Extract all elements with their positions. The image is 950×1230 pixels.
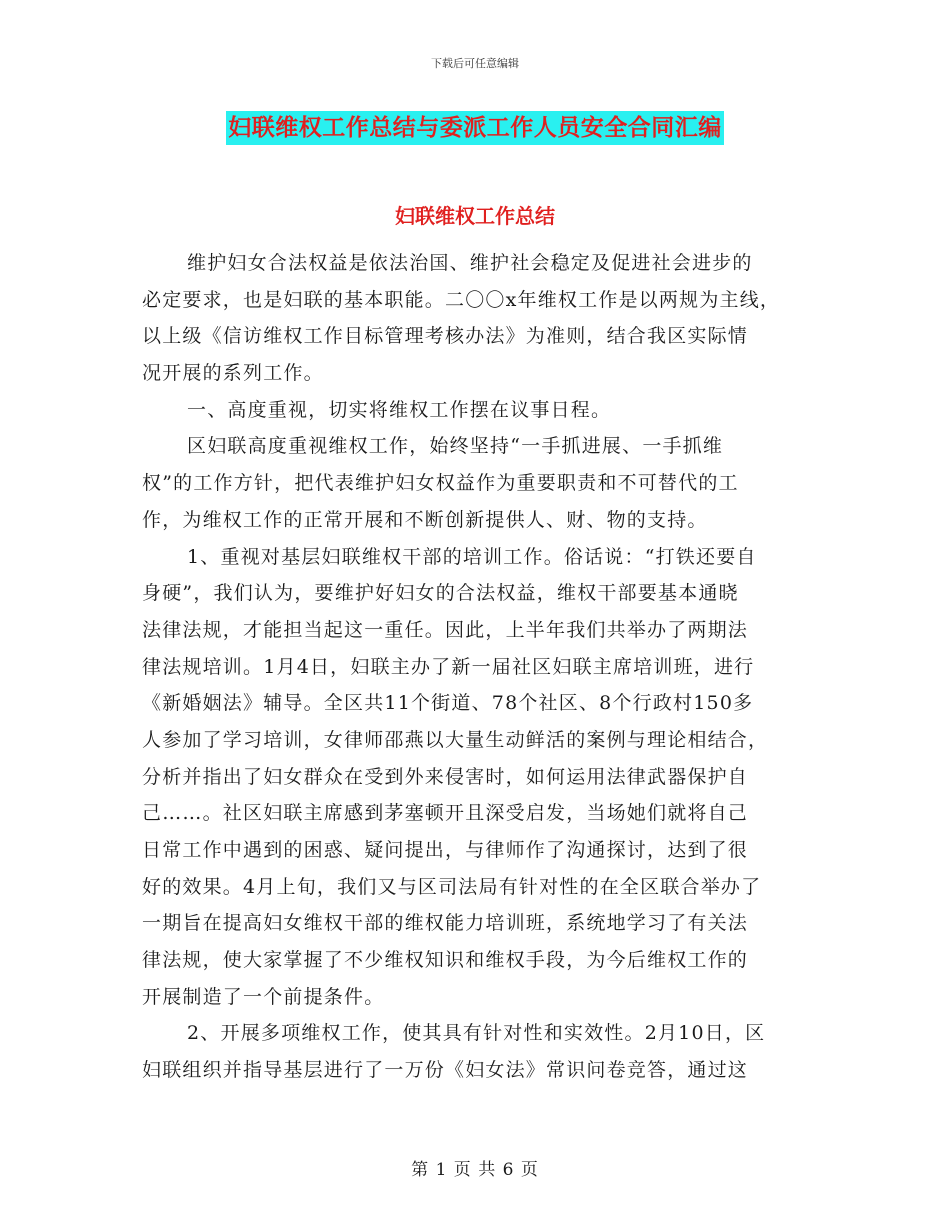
body-line: 一期旨在提高妇女维权干部的维权能力培训班，系统地学习了有关法 xyxy=(142,912,749,935)
body-line: 1、重视对基层妇联维权干部的培训工作。俗话说：“打铁还要自 xyxy=(187,545,757,568)
body-line: 维护妇女合法权益是依法治国、维护社会稳定及促进社会进步的 xyxy=(187,252,753,274)
document-title: 妇联维权工作总结与委派工作人员安全合同汇编 xyxy=(226,111,724,145)
body-line: 法律法规，才能担当起这一重任。因此，上半年我们共举办了两期法 xyxy=(142,618,749,641)
body-line: 己……。社区妇联主席感到茅塞顿开且深受启发，当场她们就将自己 xyxy=(142,802,749,825)
body-line: 况开展的系列工作。 xyxy=(142,362,324,385)
body-line: 《新婚姻法》辅导。全区共11个街道、78个社区、8个行政村150多 xyxy=(142,692,754,715)
body-line: 妇联组织并指导基层进行了一万份《妇女法》常识问卷竞答，通过这 xyxy=(142,1059,749,1082)
body-line: 身硬”，我们认为，要维护好妇女的合法权益，维权干部要基本通晓 xyxy=(142,582,739,605)
document-title-wrapper xyxy=(0,111,950,145)
body-line: 好的效果。4月上旬，我们又与区司法局有针对性的在全区联合举办了 xyxy=(142,875,762,898)
body-line: 分析并指出了妇女群众在受到外来侵害时，如何运用法律武器保护自 xyxy=(142,765,749,788)
body-line: 2、开展多项维权工作，使其具有针对性和实效性。2月10日，区 xyxy=(187,1022,766,1045)
section-title: 妇联维权工作总结 xyxy=(395,204,555,228)
body-line: 开展制造了一个前提条件。 xyxy=(142,985,385,1008)
body-line: 必定要求，也是妇联的基本职能。二〇〇x年维权工作是以两规为主线， xyxy=(142,288,781,311)
body-line: 律法规培训。1月4日，妇联主办了新一届社区妇联主席培训班，进行 xyxy=(142,655,755,678)
body-line: 以上级《信访维权工作目标管理考核办法》为准则，结合我区实际情 xyxy=(142,325,749,348)
body-line: 区妇联高度重视维权工作，始终坚持“一手抓进展、一手抓维 xyxy=(187,435,724,458)
header-note: 下载后可任意编辑 xyxy=(431,57,519,70)
body-line: 律法规，使大家掌握了不少维权知识和维权手段，为今后维权工作的 xyxy=(142,949,749,972)
page-footer: 第 1 页 共 6 页 xyxy=(411,1160,539,1180)
body-text xyxy=(142,245,812,1089)
body-line: 人参加了学习培训，女律师邵燕以大量生动鲜活的案例与理论相结合， xyxy=(142,728,769,751)
body-line: 一、高度重视，切实将维权工作摆在议事日程。 xyxy=(187,398,612,421)
body-line: 作，为维权工作的正常开展和不断创新提供人、财、物的支持。 xyxy=(142,508,708,531)
body-line: 日常工作中遇到的困惑、疑问提出，与律师作了沟通探讨，达到了很 xyxy=(142,839,749,861)
body-line: 权”的工作方针，把代表维护妇女权益作为重要职责和不可替代的工 xyxy=(142,472,739,495)
